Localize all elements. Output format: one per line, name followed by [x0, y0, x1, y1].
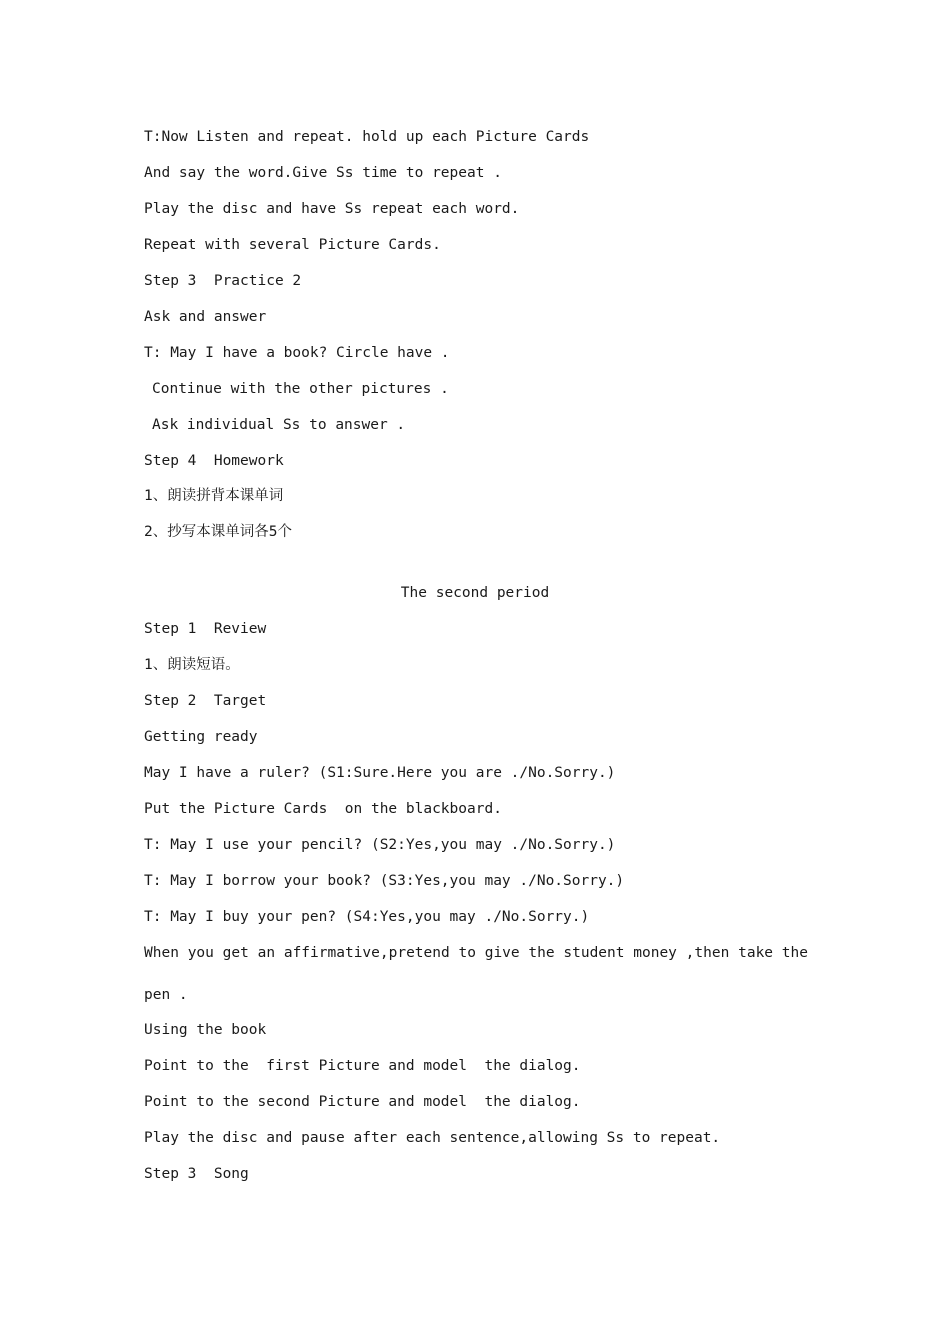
- step-heading: Step 2 Target: [144, 693, 267, 709]
- text-line: Repeat with several Picture Cards.: [144, 237, 441, 253]
- text-line: T: May I buy your pen? (S4:Yes,you may ./No.Sorry.): [144, 909, 590, 925]
- text-line: T:Now Listen and repeat. hold up each Picture Cards: [144, 129, 590, 145]
- text-line: T: May I borrow your book? (S3:Yes,you may ./No.Sorry.): [144, 873, 625, 889]
- text-line: May I have a ruler? (S1:Sure.Here you are ./No.Sorry.): [144, 765, 616, 781]
- text-line: Point to the first Picture and model the dialog.: [144, 1058, 581, 1074]
- text-line: And say the word.Give Ss time to repeat .: [144, 165, 502, 181]
- text-line: 1、朗读短语。: [144, 657, 240, 673]
- homework-item: 2、抄写本课单词各5个: [144, 524, 292, 540]
- text-line: Put the Picture Cards on the blackboard.: [144, 801, 502, 817]
- step-heading: Step 3 Song: [144, 1166, 249, 1182]
- text-line: Using the book: [144, 1022, 267, 1038]
- text-line: T: May I have a book? Circle have .: [144, 345, 450, 361]
- section-title: The second period: [400, 585, 550, 601]
- text-line: When you get an affirmative,pretend to give the student money ,then take the: [144, 945, 808, 961]
- text-line: Play the disc and have Ss repeat each word.: [144, 201, 520, 217]
- step-heading: Step 1 Review: [144, 621, 267, 637]
- text-line: Getting ready: [144, 729, 258, 745]
- text-line: Point to the second Picture and model the dialog.: [144, 1094, 581, 1110]
- text-line: Ask and answer: [144, 309, 267, 325]
- text-line: pen .: [144, 987, 188, 1003]
- text-line: Continue with the other pictures .: [152, 381, 449, 397]
- homework-item: 1、朗读拼背本课单词: [144, 488, 284, 504]
- step-heading: Step 3 Practice 2: [144, 273, 302, 289]
- text-line: T: May I use your pencil? (S2:Yes,you may ./No.Sorry.): [144, 837, 616, 853]
- step-heading: Step 4 Homework: [144, 453, 284, 469]
- text-line: Play the disc and pause after each sentence,allowing Ss to repeat.: [144, 1130, 721, 1146]
- text-line: Ask individual Ss to answer .: [152, 417, 406, 433]
